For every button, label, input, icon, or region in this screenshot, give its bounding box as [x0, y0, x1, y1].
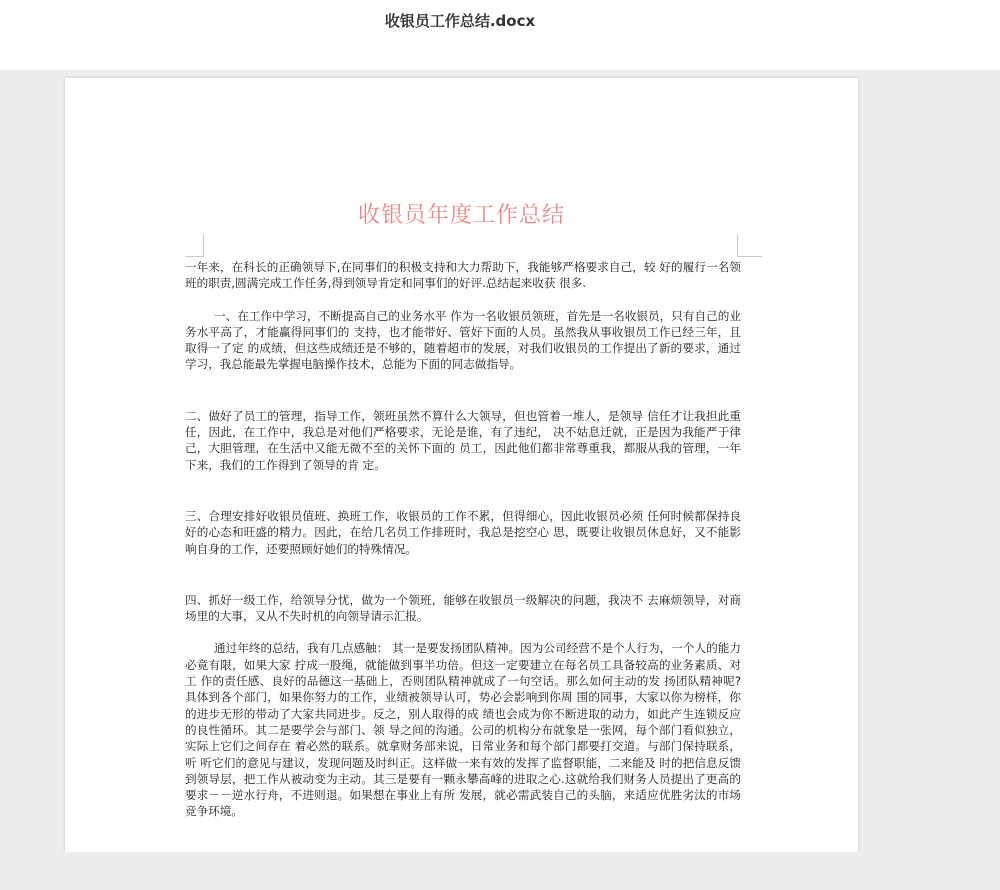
paragraph-3: 三、合理安排好收银员值班、换班工作，收银员的工作不累，但得细心，因此收银员必须 任何时候都保持良好的心态和旺盛的精力。因此，在给几名员工作排班时，我总是挖空心 思，既要让收银员休息好，又不能影响自身的工作，还要照顾好她们的特殊情况。 [185, 508, 741, 556]
paragraph-5: 通过年终的总结，我有几点感触： 其一是要发扬团队精神。因为公司经营不是个人行为，一个人的能力必竟有限，如果大家 拧成一股绳，就能做到事半功倍。但这一定要建立在每名员工具备较高的业务素质、对工 作的责任感、良好的品德这一基础上，否则团队精神就成了一句空话。那么如何主动的发 扬团队精神呢?具体到各个部门，如果你努力的工作，业绩被领导认可，势必会影响到你周 围的同事，大家以你为榜样，你的进步无形的带动了大家共同进步。反之，别人取得的成 绩也会成为你不断进取的动力，如此产生连锁反应的良性循环。其二是要学会与部门、领 导之间的沟通。公司的机构分布就象是一张网，每个部门看似独立，实际上它们之间存在 着必然的联系。就拿财务部来说，日常业务和每个部门都要打交道。与部门保持联系，听 听它们的意见与建议，发现问题及时纠正。这样做一来有效的发挥了监督职能，二来能及 时的把信息反馈到领导层，把工作从被动变为主动。其三是要有一颗永攀高峰的进取之心.这就给我们财务人员提出了更高的要求－－逆水行舟，不进则退。如果想在事业上有所 发展，就必需武装自己的头脑，来适应优胜劣汰的市场竞争环境。 [185, 641, 741, 819]
title-bar [0, 0, 1000, 70]
document-viewer[interactable] [0, 70, 1000, 890]
document-body [185, 259, 741, 820]
page-margin-corner-top-left [185, 234, 204, 257]
paragraph-4: 四、抓好一级工作，给领导分忧，做为一个领班，能够在收银员一级解决的问题，我决不 去麻烦领导，对商场里的大事，又从不失时机的向领导请示汇报。 [185, 592, 741, 624]
page-margin-corner-top-right [737, 234, 762, 257]
paragraph-intro: 一年来，在科长的正确领导下,在同事们的积极支持和大力帮助下，我能够严格要求自己，较 好的履行一名领班的职责,圆满完成工作任务,得到领导肯定和同事们的好评.总结起来收获 很多. [185, 260, 741, 291]
bottom-bar [0, 852, 1000, 890]
document-heading: 收银员年度工作总结 [357, 203, 565, 228]
paragraph-2: 二、做好了员工的管理，指导工作，领班虽然不算什么大领导，但也管着一堆人，是领导 信任才让我担此重任，因此，在工作中，我总是对他们严格要求，无论是谁，有了违纪， 决不姑息迁就，正是因为我能严于律己，大胆管理，在生活中又能无微不至的关怀下面的 员工，因此他们都非常尊重我，都服从我的管理，一年下来，我们的工作得到了领导的肯 定。 [185, 408, 741, 472]
paragraph-1: 一、在工作中学习，不断提高自己的业务水平 作为一名收银员领班，首先是一名收银员，只有自己的业务水平高了，才能赢得同事们的 支持，也才能带好、管好下面的人员。虽然我从事收银员工作已经三年，且取得一了定 的成绩，但这些成绩还是不够的，随着超市的发展，对我们收银员的工作提出了新的要求，通过学习，我总能最先掌握电脑操作技术，总能为下面的同志做指导。 [185, 308, 741, 372]
document-page [65, 78, 858, 890]
document-filename: 收银员工作总结.docx [384, 12, 536, 30]
